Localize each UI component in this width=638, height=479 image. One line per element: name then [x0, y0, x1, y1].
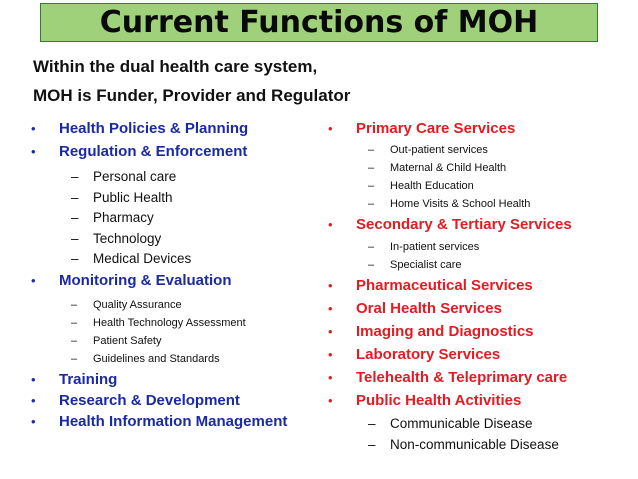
sub-item-technology — [71, 229, 321, 250]
sub-item-label: Pharmacy — [93, 210, 154, 225]
dash-icon: – — [71, 210, 79, 225]
sub-item-hta — [71, 314, 321, 332]
list-item-pharmaceutical — [328, 277, 628, 300]
sub-item-public-health — [71, 188, 321, 209]
bullet-icon: • — [31, 272, 36, 288]
sub-item-label: Home Visits & School Health — [390, 198, 531, 210]
dash-icon: – — [71, 169, 79, 184]
regulation-sublist — [31, 167, 321, 270]
sub-item-label: Specialist care — [390, 259, 462, 271]
sub-item-label: Technology — [93, 230, 162, 246]
item-label: Public Health Activities — [356, 392, 522, 409]
bullet-icon: • — [31, 392, 36, 408]
list-item-oral-health — [328, 300, 628, 323]
subtitle-line-2: MOH is Funder, Provider and Regulator — [33, 86, 351, 105]
sub-item-outpatient — [368, 141, 628, 159]
sub-item-label: Communicable Disease — [390, 416, 533, 431]
list-item-him — [31, 413, 321, 434]
dash-icon: – — [71, 316, 78, 329]
dash-icon: – — [368, 241, 375, 253]
bullet-icon: • — [328, 121, 333, 136]
bullet-icon: • — [328, 278, 333, 293]
item-label: Primary Care Services — [356, 120, 516, 137]
sub-item-pharmacy — [71, 208, 321, 229]
list-item-monitoring — [31, 272, 321, 296]
list-item-research — [31, 392, 321, 413]
sub-item-label: Health Technology Assessment — [93, 316, 246, 329]
dash-icon: – — [368, 198, 375, 210]
sub-item-communicable — [368, 414, 628, 435]
public-health-sublist — [328, 414, 628, 455]
sub-item-label: Maternal & Child Health — [390, 162, 507, 174]
item-label: Regulation & Enforcement — [59, 143, 248, 160]
monitoring-sublist — [31, 296, 321, 368]
dash-icon: – — [368, 436, 376, 452]
sub-item-guidelines — [71, 350, 321, 368]
dash-icon: – — [368, 144, 375, 156]
bullet-icon: • — [31, 144, 36, 159]
list-item-primary-care — [328, 120, 628, 141]
title-banner — [40, 3, 598, 42]
sub-item-specialist — [368, 256, 628, 274]
right-column — [328, 120, 628, 455]
dash-icon: – — [71, 352, 78, 365]
bullet-icon: • — [328, 347, 333, 362]
bullet-icon: • — [31, 121, 36, 136]
left-column — [31, 120, 321, 434]
sub-item-label: In-patient services — [390, 241, 480, 253]
sub-item-health-education — [368, 177, 628, 195]
list-item-telehealth — [328, 369, 628, 392]
dash-icon: – — [368, 259, 375, 271]
item-label: Research & Development — [59, 391, 240, 409]
sub-item-maternal-child — [368, 159, 628, 177]
sub-item-label: Personal care — [93, 169, 177, 184]
item-label: Imaging and Diagnostics — [356, 323, 534, 340]
dash-icon: – — [71, 189, 79, 205]
sub-item-quality-assurance — [71, 296, 321, 314]
item-label: Monitoring & Evaluation — [59, 271, 232, 289]
dash-icon: – — [71, 230, 79, 246]
dash-icon: – — [71, 251, 79, 266]
dash-icon: – — [368, 180, 375, 192]
bullet-icon: • — [328, 393, 333, 408]
sub-item-label: Non-communicable Disease — [390, 436, 559, 452]
sub-item-patient-safety — [71, 332, 321, 350]
item-label: Laboratory Services — [356, 346, 501, 363]
list-item-health-policies — [31, 120, 321, 143]
list-item-laboratory — [328, 346, 628, 369]
sub-item-label: Guidelines and Standards — [93, 352, 220, 365]
sub-item-label: Out-patient services — [390, 144, 488, 156]
bullet-icon: • — [328, 324, 333, 339]
item-label: Health Policies & Planning — [59, 120, 249, 137]
list-item-imaging — [328, 323, 628, 346]
item-label: Oral Health Services — [356, 300, 502, 317]
bullet-icon: • — [328, 301, 333, 316]
dash-icon: – — [368, 416, 376, 431]
page-title: Current Functions of MOH — [99, 5, 539, 40]
dash-icon: – — [71, 334, 78, 347]
sub-item-personal-care — [71, 167, 321, 188]
sub-item-label: Medical Devices — [93, 251, 192, 266]
list-item-regulation — [31, 143, 321, 167]
sub-item-non-communicable — [368, 435, 628, 456]
sub-item-label: Public Health — [93, 189, 173, 205]
bullet-icon: • — [328, 217, 333, 232]
sub-item-label: Quality Assurance — [93, 298, 182, 311]
dash-icon: – — [71, 298, 78, 311]
item-label: Pharmaceutical Services — [356, 277, 533, 294]
sub-item-medical-devices — [71, 249, 321, 270]
item-label: Secondary & Tertiary Services — [356, 216, 572, 233]
subtitle-line-1: Within the dual health care system, — [33, 57, 318, 76]
bullet-icon: • — [31, 371, 36, 387]
sub-item-home-visits — [368, 195, 628, 213]
sub-item-label: Patient Safety — [93, 334, 162, 347]
secondary-sublist — [328, 238, 628, 274]
dash-icon: – — [368, 162, 375, 174]
primary-care-sublist — [328, 141, 628, 213]
item-label: Training — [59, 370, 118, 388]
list-item-training — [31, 371, 321, 392]
bullet-icon: • — [31, 413, 36, 429]
list-item-secondary-tertiary — [328, 216, 628, 238]
sub-item-label: Health Education — [390, 180, 474, 192]
item-label: Telehealth & Teleprimary care — [356, 369, 568, 386]
item-label: Health Information Management — [59, 412, 288, 430]
sub-item-inpatient — [368, 238, 628, 256]
bullet-icon: • — [328, 370, 333, 385]
list-item-public-health — [328, 392, 628, 414]
